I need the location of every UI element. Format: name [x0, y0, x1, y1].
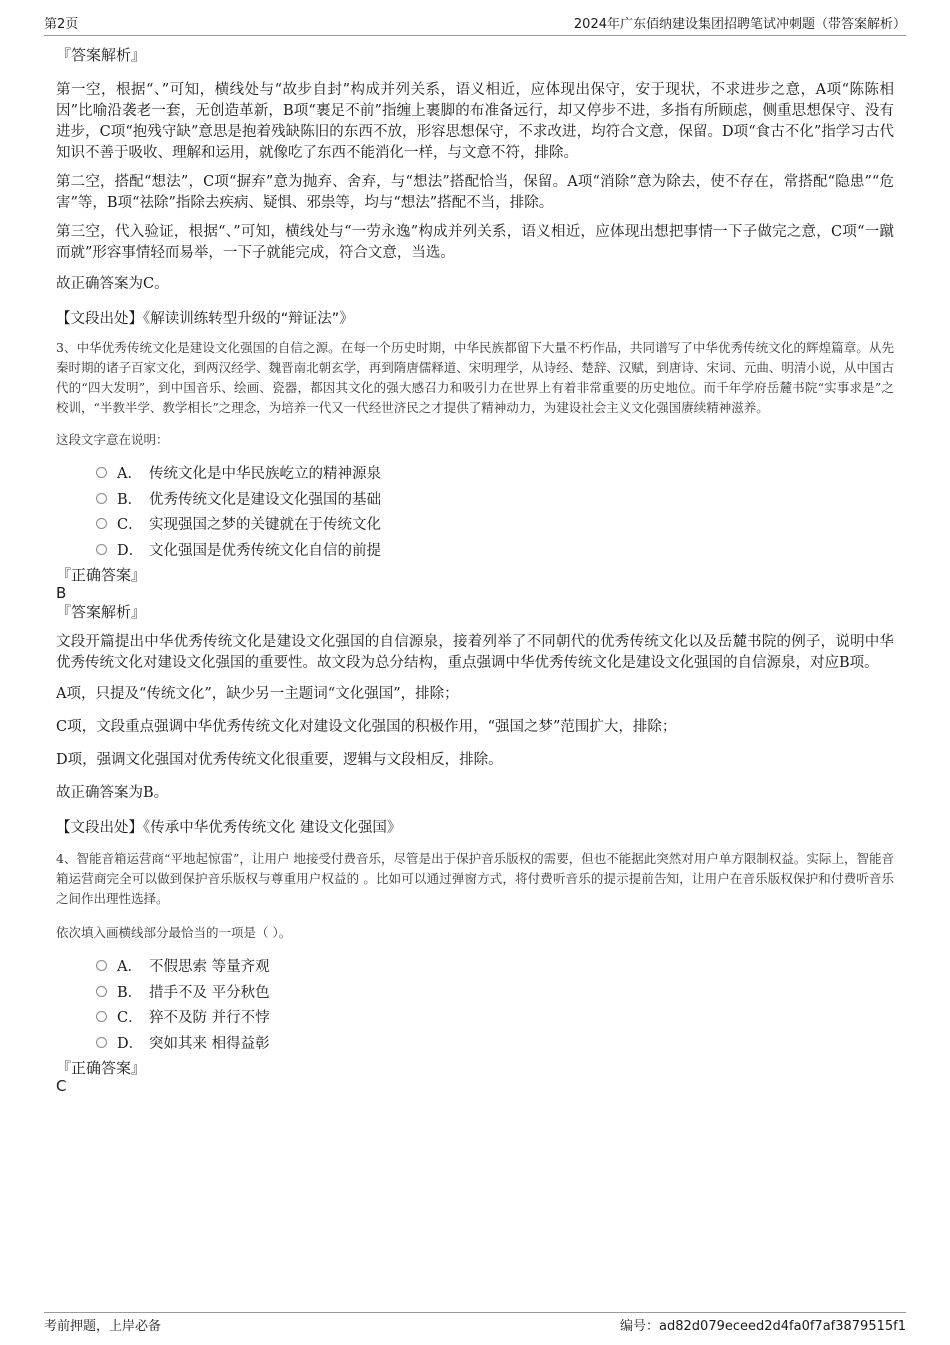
analysis-conclusion: 故正确答案为B。 — [56, 785, 169, 801]
option-letter: C． — [117, 1010, 143, 1027]
option-text: 不假思索 等量齐观 — [149, 959, 270, 976]
radio-icon[interactable] — [96, 544, 107, 555]
source-citation: 【文段出处】《传承中华优秀传统文化 建设文化强国》 — [56, 820, 402, 836]
question-3-prompt: 这段文字意在说明： — [56, 432, 169, 447]
correct-answer: B — [56, 584, 67, 602]
analysis-conclusion: 故正确答案为C。 — [56, 276, 169, 292]
analysis-tag: 『答案解析』 — [56, 46, 147, 64]
correct-answer: C — [56, 1077, 67, 1095]
radio-icon[interactable] — [96, 960, 107, 971]
option-b[interactable] — [96, 486, 894, 512]
analysis-paragraph-3: 第三空，代入验证，根据“、”可知，横线处与“一劳永逸”构成并列关系，语义相近，应体现出想把事情一下子做完之意，C项“一蹴而就”形容事情轻而易举，一下子就能完成，符合文意，当选。 — [56, 224, 894, 261]
radio-icon[interactable] — [96, 467, 107, 478]
option-letter: D． — [117, 1035, 144, 1052]
option-text: 突如其来 相得益彰 — [149, 1035, 270, 1052]
option-letter: B． — [117, 984, 143, 1001]
footer-slogan: 考前押题，上岸必备 — [44, 1319, 162, 1334]
option-text: 文化强国是优秀传统文化自信的前提 — [149, 542, 381, 559]
radio-icon[interactable] — [96, 518, 107, 529]
main-content — [56, 44, 894, 1095]
analysis-paragraph-3: C项，文段重点强调中华优秀传统文化对建设文化强国的积极作用，“强国之梦”范围扩大，排除； — [56, 719, 677, 735]
page-header — [44, 12, 906, 36]
radio-icon[interactable] — [96, 493, 107, 504]
analysis-paragraph-1: 第一空，根据“、”可知，横线处与“故步自封”构成并列关系，语义相近，应体现出保守，安于现状，不求进步之意，A项“陈陈相因”比喻沿袭老一套，无创造革新，B项“裹足不前”指缠上裹脚的布准备远行，却又停步不进，多指有所顾虑，侧重思想保守、没有进步，C项“抱残守缺”意思是抱着残缺陈旧的东西不放，形容思想保守，不求改进，均符合文意，保留。D项“食古不化”指学习古代知识不善于吸收、理解和运用，就像吃了东西不能消化一样，与文意不符，排除。 — [56, 82, 894, 161]
analysis-paragraph-2: A项，只提及“传统文化”，缺少另一主题词“文化强国”，排除； — [56, 686, 459, 702]
option-a[interactable] — [96, 953, 894, 979]
correct-answer-tag: 『正确答案』 — [56, 1059, 147, 1077]
radio-icon[interactable] — [96, 1011, 107, 1022]
source-citation: 【文段出处】《解读训练转型升级的“辩证法”》 — [56, 311, 354, 327]
page-footer — [44, 1312, 906, 1335]
document-id: 编号：ad82d079eceed2d4fa0f7af3879515f1 — [620, 1319, 906, 1334]
option-d[interactable] — [96, 1030, 894, 1056]
analysis-paragraph-1: 文段开篇提出中华优秀传统文化是建设文化强国的自信源泉，接着列举了不同朝代的优秀传统文化以及岳麓书院的例子，说明中华优秀传统文化对建设文化强国的重要性。故文段为总分结构，重点强调中华优秀传统文化是建设文化强国的自信源泉，对应B项。 — [56, 634, 894, 671]
option-text: 传统文化是中华民族屹立的精神源泉 — [149, 466, 381, 483]
option-b[interactable] — [96, 979, 894, 1005]
option-letter: D． — [117, 542, 144, 559]
radio-icon[interactable] — [96, 1037, 107, 1048]
option-text: 措手不及 平分秋色 — [149, 984, 270, 1001]
option-letter: B． — [117, 491, 143, 508]
radio-icon[interactable] — [96, 986, 107, 997]
option-d[interactable] — [96, 537, 894, 563]
option-text: 猝不及防 并行不悖 — [149, 1010, 270, 1027]
question-3-text: 3、中华优秀传统文化是建设文化强国的自信之源。在每一个历史时期，中华民族都留下大量不朽作品，共同谱写了中华优秀传统文化的辉煌篇章。从先秦时期的诸子百家文化，到两汉经学、魏晋南北朝玄学，再到隋唐儒释道、宋明理学，从诗经、楚辞、汉赋，到唐诗、宋词、元曲、明清小说，从中国古代的“四大发明”，到中国音乐、绘画、瓷器，都因其文化的强大感召力和吸引力在世界上有着非常重要的历史地位。而千年学府岳麓书院“实事求是”之校训，“半教半学、教学相长”之理念，为培养一代又一代经世济民之才提供了精神动力，为建设社会主义文化强国赓续精神滋养。 — [56, 340, 894, 415]
option-c[interactable] — [96, 511, 894, 537]
option-text: 实现强国之梦的关键就在于传统文化 — [149, 517, 381, 534]
document-title: 2024年广东佰纳建设集团招聘笔试冲刺题（带答案解析） — [573, 17, 906, 32]
page-number: 第2页 — [44, 17, 79, 32]
question-4-prompt: 依次填入画横线部分最恰当的一项是（ ）。 — [56, 925, 292, 940]
question-4-options — [56, 953, 894, 1055]
question-3-options — [56, 460, 894, 562]
option-a[interactable] — [96, 460, 894, 486]
option-letter: C． — [117, 517, 143, 534]
analysis-paragraph-2: 第二空，搭配“想法”，C项“摒弃”意为抛弃、舍弃，与“想法”搭配恰当，保留。A项“消除”意为除去，使不存在，常搭配“隐患”“危害”等，B项“祛除”指除去疾病、疑惧、邪祟等，均与“想法”搭配不当，排除。 — [56, 174, 894, 211]
option-letter: A． — [117, 959, 142, 976]
option-letter: A． — [117, 466, 142, 483]
analysis-paragraph-4: D项，强调文化强国对优秀传统文化很重要，逻辑与文段相反，排除。 — [56, 752, 503, 768]
question-4-text: 4、智能音箱运营商“平地起惊雷”，让用户 地接受付费音乐，尽管是出于保护音乐版权的需要，但也不能据此突然对用户单方限制权益。实际上，智能音箱运营商完全可以做到保护音乐版权与尊重用户权益的 。比如可以通过弹窗方式，将付费听音乐的提示提前告知，让用户在音乐版权保护和付费听音乐之间作出理性选择。 — [56, 851, 894, 906]
option-c[interactable] — [96, 1004, 894, 1030]
option-text: 优秀传统文化是建设文化强国的基础 — [149, 491, 381, 508]
analysis-tag: 『答案解析』 — [56, 603, 147, 621]
correct-answer-tag: 『正确答案』 — [56, 566, 147, 584]
